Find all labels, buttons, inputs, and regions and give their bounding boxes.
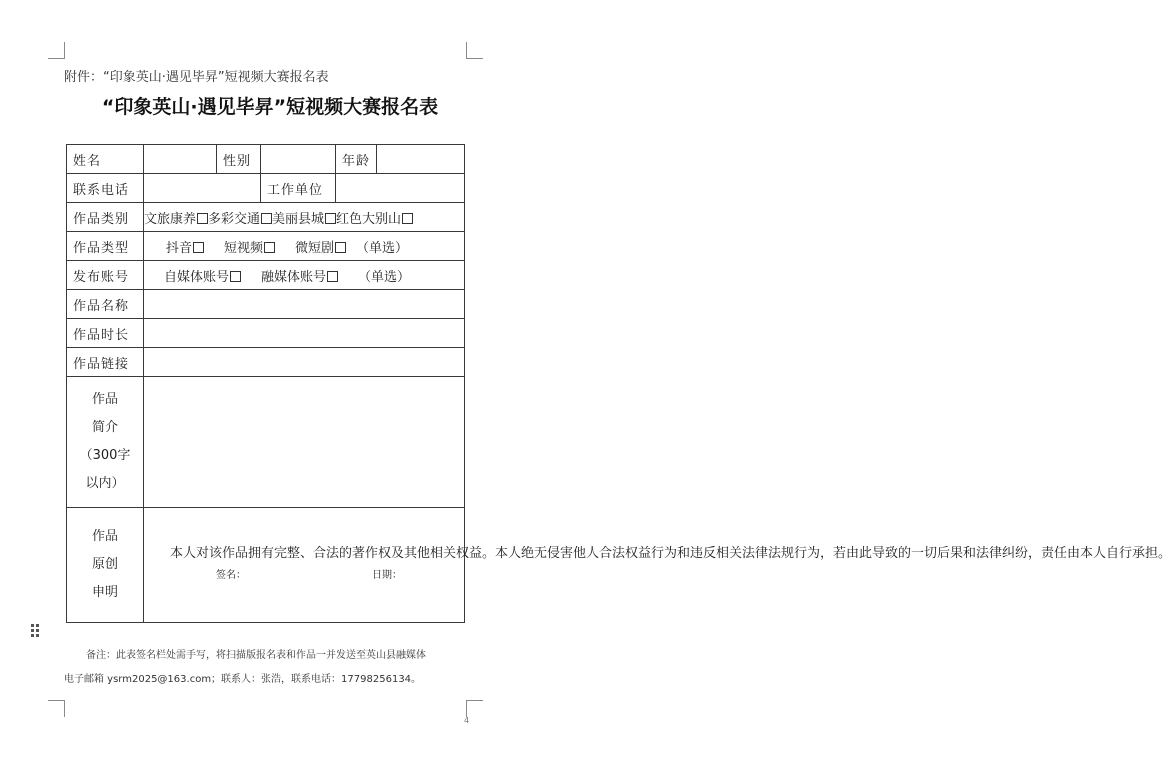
- account-label: 发布账号: [67, 261, 144, 290]
- name-field[interactable]: [144, 145, 217, 174]
- checkbox-icon[interactable]: [325, 213, 336, 224]
- link-field[interactable]: [144, 348, 465, 377]
- duration-field[interactable]: [144, 319, 465, 348]
- drag-handle-icon[interactable]: [31, 624, 39, 639]
- row-category: [67, 203, 465, 232]
- category-option-county[interactable]: 美丽县城: [272, 212, 336, 227]
- gender-field[interactable]: [261, 145, 336, 174]
- type-option-micro-drama[interactable]: 微短剧: [295, 241, 346, 256]
- checkbox-icon[interactable]: [264, 242, 275, 253]
- work-name-field[interactable]: [144, 290, 465, 319]
- work-unit-field[interactable]: [336, 174, 465, 203]
- declaration-text: 本人对该作品拥有完整、合法的著作权及其他相关权益。本人绝无侵害他人合法权益行为和违反相关法律法规行为，若由此导致的一切后果和法律纠纷，责任由本人自行承担。: [170, 545, 1171, 561]
- duration-label: 作品时长: [67, 319, 144, 348]
- category-label: 作品类别: [67, 203, 144, 232]
- footer-note-line-1: 备注：此表签名栏处需手写，将扫描版报名表和作品一并发送至英山县融媒体: [86, 650, 426, 661]
- crop-mark-top-left: [48, 42, 65, 59]
- signature-line: [144, 566, 464, 586]
- row-type: [67, 232, 465, 261]
- link-label: 作品链接: [67, 348, 144, 377]
- checkbox-icon[interactable]: [402, 213, 413, 224]
- attachment-line: 附件：“印象英山·遇见毕昇”短视频大赛报名表: [64, 70, 329, 85]
- type-option-short-video[interactable]: 短视频: [224, 241, 275, 256]
- row-name: [67, 145, 465, 174]
- form-title: “印象英山·遇见毕昇”短视频大赛报名表: [101, 96, 439, 118]
- checkbox-icon[interactable]: [327, 271, 338, 282]
- page-number: 4: [464, 716, 470, 725]
- account-options: [144, 261, 465, 290]
- row-account: [67, 261, 465, 290]
- gender-label: 性别: [217, 145, 261, 174]
- category-option-transport[interactable]: 多彩交通: [208, 212, 272, 227]
- crop-mark-bottom-right: [466, 700, 483, 717]
- row-link: [67, 348, 465, 377]
- category-option-cultural-tourism[interactable]: 文旅康养: [144, 212, 208, 227]
- type-label: 作品类型: [67, 232, 144, 261]
- registration-form-table: [66, 144, 1171, 623]
- work-unit-label: 工作单位: [261, 174, 336, 203]
- footer-note-line-2: 电子邮箱 ysrm2025@163.com；联系人：张浩，联系电话：17798256134。: [64, 674, 422, 685]
- account-option-self-media[interactable]: 自媒体账号: [164, 270, 241, 285]
- signature-label: 签名：: [216, 569, 246, 581]
- checkbox-icon[interactable]: [193, 242, 204, 253]
- type-single-choice-note: （单选）: [356, 240, 409, 256]
- age-field[interactable]: [377, 145, 465, 174]
- work-name-label: 作品名称: [67, 290, 144, 319]
- type-options: [144, 232, 465, 261]
- originality-label: 作品 原创 申明: [67, 507, 144, 622]
- date-label: 日期：: [372, 569, 402, 581]
- row-work-name: [67, 290, 465, 319]
- phone-field[interactable]: [144, 174, 261, 203]
- checkbox-icon[interactable]: [335, 242, 346, 253]
- introduction-field[interactable]: [144, 377, 465, 507]
- account-option-convergence-media[interactable]: 融媒体账号: [261, 270, 338, 285]
- crop-mark-top-right: [466, 42, 483, 59]
- category-options: [144, 203, 465, 232]
- declaration-cell: [144, 507, 1171, 622]
- account-single-choice-note: （单选）: [358, 269, 411, 285]
- category-option-red-dabie[interactable]: 红色大别山: [336, 212, 413, 227]
- row-duration: [67, 319, 465, 348]
- checkbox-icon[interactable]: [230, 271, 241, 282]
- checkbox-icon[interactable]: [261, 213, 272, 224]
- row-introduction: [67, 377, 465, 507]
- age-label: 年龄: [336, 145, 377, 174]
- footer-note: [64, 644, 474, 692]
- type-option-douyin[interactable]: 抖音: [166, 241, 204, 256]
- row-phone: [67, 174, 465, 203]
- introduction-label: 作品 简介 （300字 以内）: [67, 377, 144, 507]
- checkbox-icon[interactable]: [197, 213, 208, 224]
- name-label: 姓名: [67, 145, 144, 174]
- crop-mark-bottom-left: [48, 700, 65, 717]
- phone-label: 联系电话: [67, 174, 144, 203]
- row-originality-statement: [67, 507, 465, 622]
